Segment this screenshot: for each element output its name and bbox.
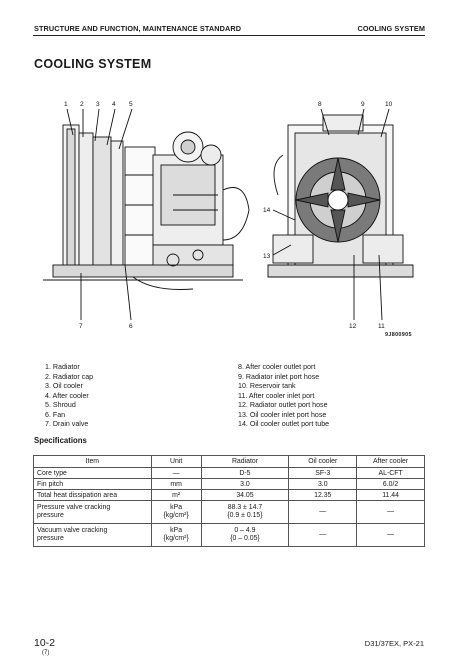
page-number: 10-2 bbox=[34, 637, 56, 649]
legend-item: 5. Shroud bbox=[45, 401, 76, 409]
cell-after-cooler: AL-CFT bbox=[357, 468, 425, 479]
page-revision: (7) bbox=[42, 650, 50, 656]
table-row bbox=[34, 468, 425, 479]
legend-item: 11. After cooler inlet port bbox=[238, 391, 315, 400]
cell-radiator: 34.05 bbox=[201, 490, 289, 501]
cell-after-cooler: 6.0/2 bbox=[357, 479, 425, 490]
cell-unit: mm bbox=[151, 479, 201, 490]
cell-unit-line: kPa bbox=[170, 527, 183, 534]
callout-7: 7 bbox=[79, 323, 83, 330]
legend-item: 7. Drain valve bbox=[45, 420, 89, 428]
cell-oil-cooler: 12.35 bbox=[289, 490, 357, 501]
table-row bbox=[34, 501, 425, 524]
legend-item: 1. Radiator bbox=[45, 363, 80, 371]
cell-unit-line: {kg/cm²} bbox=[163, 535, 189, 542]
cell-unit: — bbox=[151, 468, 201, 479]
callout-10: 10 bbox=[385, 101, 393, 108]
cell-item-line: pressure bbox=[37, 535, 64, 542]
header-section-title: STRUCTURE AND FUNCTION, MAINTENANCE STANDARD bbox=[34, 24, 242, 33]
cell-item bbox=[34, 524, 152, 547]
figure-reference-code: 9J800905 bbox=[385, 332, 412, 338]
cell-item-line: Vacuum valve cracking bbox=[37, 527, 108, 534]
cell-unit-line: kPa bbox=[170, 504, 183, 511]
cell-item: Core type bbox=[34, 468, 152, 479]
cell-after-cooler: — bbox=[357, 524, 425, 547]
cell-unit: m² bbox=[151, 490, 201, 501]
callout-12: 12 bbox=[349, 323, 357, 330]
callout-5: 5 bbox=[129, 101, 133, 108]
cell-oil-cooler: — bbox=[289, 501, 357, 524]
callout-9: 9 bbox=[361, 101, 365, 108]
front-view-drawing bbox=[268, 109, 413, 320]
cell-radiator: D-5 bbox=[201, 468, 289, 479]
cell-item: Fin pitch bbox=[34, 479, 152, 490]
cell-unit-line: {kg/cm²} bbox=[163, 512, 189, 519]
legend-left bbox=[45, 363, 93, 430]
legend-item: 13. Oil cooler inlet port hose bbox=[238, 410, 327, 419]
specifications-table bbox=[33, 455, 425, 547]
cell-item-line: pressure bbox=[37, 512, 64, 519]
cell-after-cooler: — bbox=[357, 501, 425, 524]
cell-item-line: Pressure valve cracking bbox=[37, 504, 111, 511]
legend-right bbox=[238, 363, 329, 430]
callout-1: 1 bbox=[64, 101, 68, 108]
cell-item bbox=[34, 501, 152, 524]
col-header-unit: Unit bbox=[151, 456, 201, 468]
col-header-after-cooler: After cooler bbox=[357, 456, 425, 468]
callout-2: 2 bbox=[80, 101, 84, 108]
cell-unit bbox=[151, 501, 201, 524]
callout-6: 6 bbox=[129, 323, 133, 330]
table-row bbox=[34, 490, 425, 501]
cell-radiator: 3.0 bbox=[201, 479, 289, 490]
table-row bbox=[34, 524, 425, 547]
header-chapter-title: COOLING SYSTEM bbox=[357, 24, 425, 33]
legend-item: 10. Reservoir tank bbox=[238, 382, 296, 390]
cooling-system-illustration bbox=[33, 95, 425, 345]
cell-radiator-line: {0 – 0.05} bbox=[230, 535, 260, 542]
col-header-item: Item bbox=[34, 456, 152, 468]
legend-item: 3. Oil cooler bbox=[45, 382, 83, 390]
legend-item: 4. After cooler bbox=[45, 391, 89, 400]
cell-radiator bbox=[201, 501, 289, 524]
cell-after-cooler: 11.44 bbox=[357, 490, 425, 501]
page-title: COOLING SYSTEM bbox=[34, 57, 152, 71]
cell-oil-cooler: — bbox=[289, 524, 357, 547]
callout-11: 11 bbox=[378, 323, 385, 330]
cell-radiator-line: 0 – 4.9 bbox=[234, 527, 256, 534]
legend-item: 12. Radiator outlet port hose bbox=[238, 401, 328, 409]
legend-item: 8. After cooler outlet port bbox=[238, 363, 316, 371]
callout-3: 3 bbox=[96, 101, 100, 108]
side-view-drawing bbox=[43, 109, 249, 320]
col-header-radiator: Radiator bbox=[201, 456, 289, 468]
legend-item: 6. Fan bbox=[45, 410, 66, 419]
header-rule bbox=[33, 35, 425, 36]
model-designation: D31/37EX, PX-21 bbox=[364, 639, 424, 648]
cell-radiator-line: 88.3 ± 14.7 bbox=[227, 504, 263, 511]
table-row bbox=[34, 479, 425, 490]
callout-13: 13 bbox=[263, 253, 271, 260]
cell-unit bbox=[151, 524, 201, 547]
cell-radiator bbox=[201, 524, 289, 547]
table-header-row bbox=[34, 456, 425, 468]
callout-4: 4 bbox=[112, 101, 116, 108]
callout-14: 14 bbox=[263, 207, 271, 214]
legend-item: 14. Oil cooler outlet port tube bbox=[238, 420, 330, 428]
specifications-heading: Specifications bbox=[34, 436, 87, 445]
col-header-oil-cooler: Oil cooler bbox=[289, 456, 357, 468]
legend-item: 9. Radiator inlet port hose bbox=[238, 372, 320, 381]
callout-8: 8 bbox=[318, 101, 322, 108]
legend-item: 2. Radiator cap bbox=[45, 372, 94, 381]
cell-item: Total heat dissipation area bbox=[34, 490, 152, 501]
cell-radiator-line: {0.9 ± 0.15} bbox=[227, 512, 263, 519]
cell-oil-cooler: SF-3 bbox=[289, 468, 357, 479]
cell-oil-cooler: 3.0 bbox=[289, 479, 357, 490]
